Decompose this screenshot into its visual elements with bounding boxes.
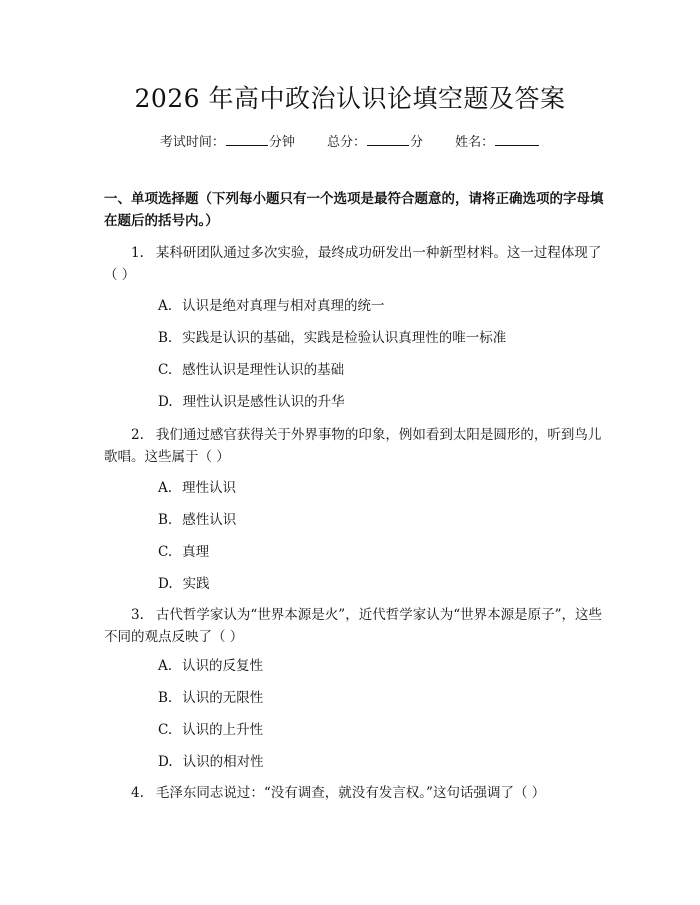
student-name xyxy=(455,131,540,153)
total-score-unit: 分 xyxy=(410,135,424,150)
option-letter: D. xyxy=(158,394,173,410)
exam-time-unit: 分钟 xyxy=(268,135,295,150)
question-2-option-d xyxy=(158,574,210,594)
option-text: 认识的反复性 xyxy=(182,658,264,674)
option-text: 认识是绝对真理与相对真理的统一 xyxy=(182,298,385,314)
total-score-blank xyxy=(367,131,409,146)
question-number: 3. xyxy=(131,607,144,623)
question-number: 2. xyxy=(131,427,144,443)
question-text: 某科研团队通过多次实验，最终成功研发出一种新型材料。这一过程体现了（ ） xyxy=(104,245,602,283)
question-text: 古代哲学家认为“世界本源是火”，近代哲学家认为“世界本源是原子”，这些不同的观点反映了（ ） xyxy=(104,607,602,645)
option-text: 实践是认识的基础，实践是检验认识真理性的唯一标准 xyxy=(182,330,507,346)
option-letter: D. xyxy=(158,576,173,592)
question-number: 4. xyxy=(131,785,144,801)
option-text: 认识的无限性 xyxy=(182,690,264,706)
exam-meta xyxy=(0,131,700,153)
option-letter: C. xyxy=(158,722,173,738)
option-letter: D. xyxy=(158,754,173,770)
exam-time xyxy=(160,131,295,153)
question-1 xyxy=(104,242,604,286)
option-text: 真理 xyxy=(182,544,210,560)
option-letter: A. xyxy=(158,658,173,674)
question-1-option-a xyxy=(158,296,385,316)
student-name-label: 姓名： xyxy=(455,135,495,150)
student-name-blank xyxy=(495,131,539,146)
question-3-option-c xyxy=(158,720,263,740)
option-letter: C. xyxy=(158,544,173,560)
question-text: 毛泽东同志说过：“没有调查，就没有发言权。”这句话强调了（ ） xyxy=(155,785,546,801)
question-3 xyxy=(104,604,604,648)
option-text: 感性认识 xyxy=(182,512,237,528)
question-2 xyxy=(104,424,604,468)
option-letter: B. xyxy=(158,512,173,528)
exam-time-blank xyxy=(226,131,268,146)
option-text: 理性认识是感性认识的升华 xyxy=(182,394,345,410)
option-text: 认识的上升性 xyxy=(182,722,264,738)
question-2-option-a xyxy=(158,478,236,498)
question-number: 1. xyxy=(131,245,144,261)
page-title: 2026 年高中政治认识论填空题及答案 xyxy=(134,84,566,113)
exam-time-label: 考试时间： xyxy=(159,135,225,150)
option-letter: A. xyxy=(158,298,173,314)
total-score xyxy=(327,131,423,153)
option-letter: B. xyxy=(158,330,173,346)
question-4 xyxy=(104,782,604,804)
option-text: 感性认识是理性认识的基础 xyxy=(182,362,345,378)
section-heading: 一、单项选择题（下列每小题只有一个选项是最符合题意的，请将正确选项的字母填在题后的括号内。） xyxy=(104,191,604,229)
option-letter: C. xyxy=(158,362,173,378)
question-text: 我们通过感官获得关于外界事物的印象，例如看到太阳是圆形的，听到鸟儿歌唱。这些属于（ ） xyxy=(104,427,602,465)
option-letter: B. xyxy=(158,690,173,706)
option-text: 实践 xyxy=(182,576,210,592)
option-text: 理性认识 xyxy=(182,480,237,496)
total-score-label: 总分： xyxy=(326,135,366,150)
question-3-option-d xyxy=(158,752,264,772)
question-2-option-b xyxy=(158,510,236,530)
question-1-option-c xyxy=(158,360,344,380)
question-1-option-d xyxy=(158,392,345,412)
option-text: 认识的相对性 xyxy=(182,754,264,770)
question-1-option-b xyxy=(158,328,506,348)
option-letter: A. xyxy=(158,480,173,496)
question-3-option-b xyxy=(158,688,263,708)
question-3-option-a xyxy=(158,656,263,676)
question-2-option-c xyxy=(158,542,209,562)
